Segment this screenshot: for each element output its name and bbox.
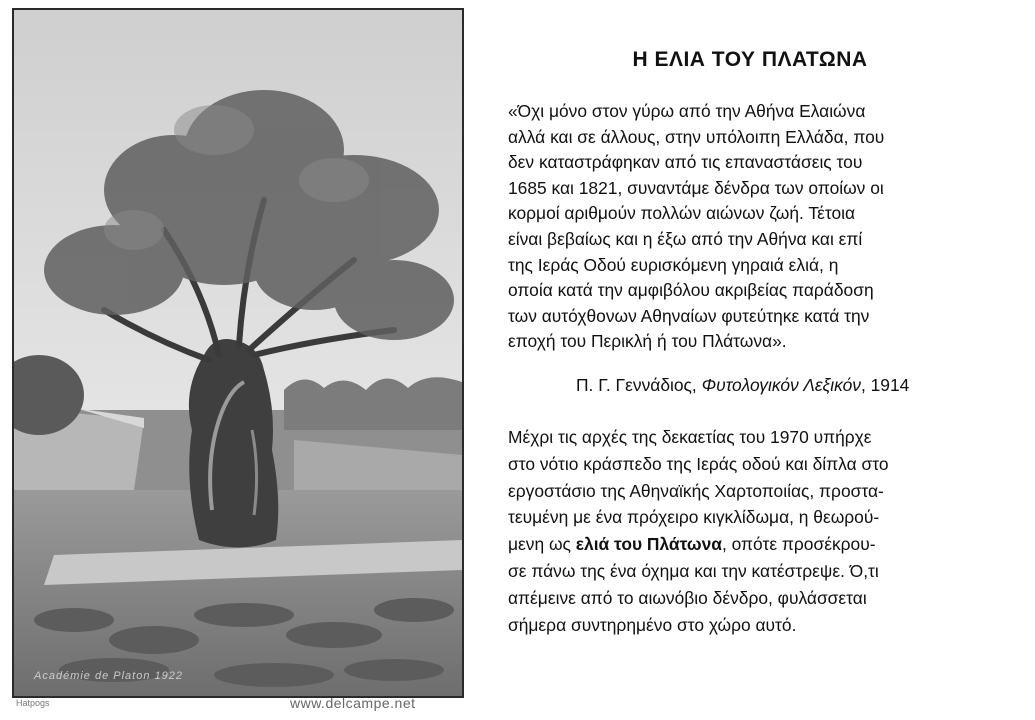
quote-paragraph — [508, 99, 1008, 355]
body-text: , οπότε προσέκρου- — [721, 534, 876, 555]
emphasis-plato-olive: ελιά του Πλάτωνα — [575, 534, 722, 555]
body-line: απέμεινε από το αιωνόβιο δένδρο, φυλάσσεται — [508, 587, 867, 608]
olive-tree-photo-illustration — [14, 10, 462, 696]
body-line: στο νότιο κράσπεδο της Ιεράς οδού και δίπλα στο — [508, 453, 889, 474]
quote-line: 1685 και 1821, συναντάμε δένδρα των οποίων οι — [508, 177, 884, 198]
body-line — [508, 531, 1008, 558]
quote-line: κορμοί αριθμούν πολλών αιώνων ζωή. Τέτοια — [508, 203, 856, 224]
article — [500, 0, 1020, 720]
body-line: εργοστάσιο της Αθηναϊκής Χαρτοποιίας, προστα- — [508, 480, 884, 501]
body-paragraph — [508, 424, 1008, 638]
body-line: σε πάνω της ένα όχημα και την κατέστρεψε. Ό,τι — [508, 560, 879, 581]
quote-line: οποία κατά την αμφιβόλου ακριβείας παράδοση — [508, 280, 874, 301]
body-text: μενη ως — [508, 534, 576, 555]
body-line: σήμερα συντηρημένο στο χώρο αυτό. — [508, 614, 797, 635]
historic-photo — [12, 8, 464, 698]
photo-credit: Hatpogs — [16, 698, 50, 708]
quote-line: αλλά και σε άλλους, στην υπόλοιπη Ελλάδα, που — [508, 126, 885, 147]
quote-line: είναι βεβαίως και η έξω από την Αθήνα και επί — [508, 228, 863, 249]
quote-line: εποχή του Περικλή ή του Πλάτωνα». — [508, 331, 787, 352]
quote-signature — [576, 375, 909, 396]
quote-line: δεν καταστράφηκαν από τις επαναστάσεις του — [508, 152, 863, 173]
quote-line: της Ιεράς Οδού ευρισκόμενη γηραιά ελιά, η — [508, 254, 839, 275]
photo-caption: Académie de Platon 1922 — [34, 670, 183, 682]
body-line: Μέχρι τις αρχές της δεκαετίας του 1970 υπήρχε — [508, 427, 872, 447]
signature-author: Π. Γ. Γεννάδιος, — [576, 375, 702, 395]
quote-line: «Όχι μόνο στον γύρω από την Αθήνα Ελαιώνα — [508, 101, 866, 121]
signature-work: Φυτολογικόν Λεξικόν — [701, 375, 861, 395]
quote-line: των αυτόχθονων Αθηναίων φυτεύτηκε κατά την — [508, 305, 870, 326]
signature-year: , 1914 — [860, 375, 910, 395]
article-title: Η ΕΛΙΑ ΤΟΥ ΠΛΑΤΩΝΑ — [632, 48, 868, 71]
body-line: τευμένη με ένα πρόχειρο κιγκλίδωμα, η θεωρού- — [508, 507, 880, 528]
watermark-link[interactable]: www.delcampe.net — [290, 695, 416, 711]
